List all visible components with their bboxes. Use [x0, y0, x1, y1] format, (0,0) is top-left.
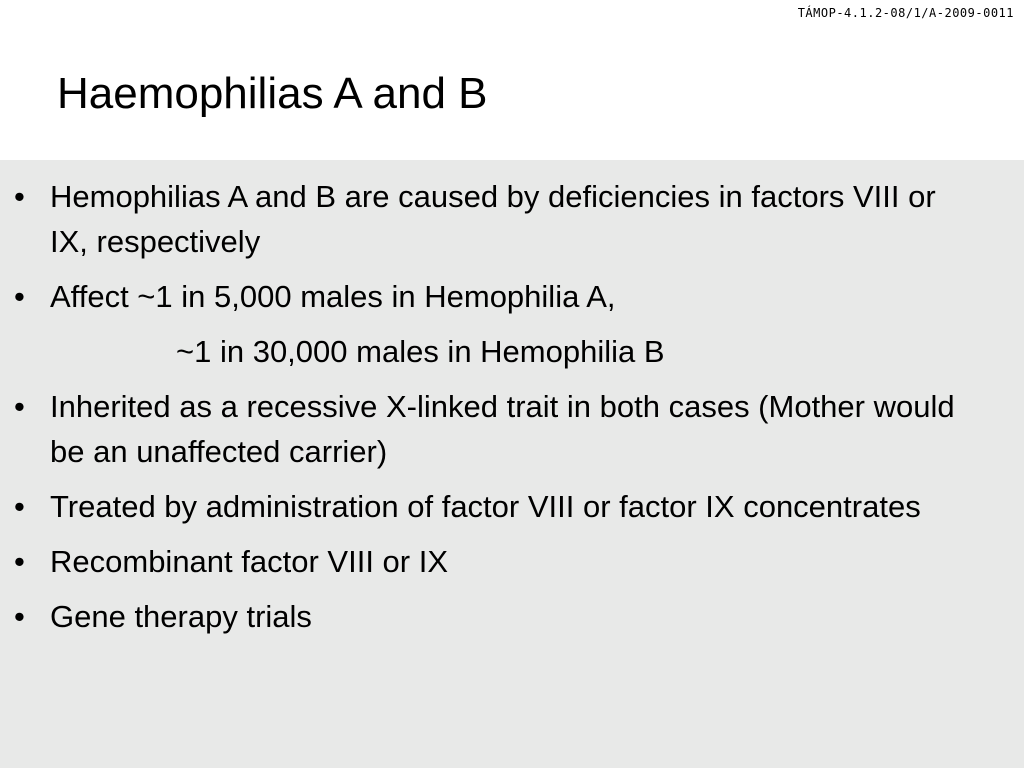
bullet-list	[0, 174, 1024, 649]
bullet-text: ~1 in 30,000 males in Hemophilia B	[176, 334, 665, 369]
bullet-item	[0, 484, 1024, 529]
slide-title: Haemophilias A and B	[57, 69, 488, 118]
bullet-item	[0, 384, 1024, 474]
bullet-text: Treated by administration of factor VIII or factor IX concentrates	[50, 489, 921, 524]
slide-body	[0, 160, 1024, 768]
bullet-text: Inherited as a recessive X-linked trait in both cases (Mother would be an unaffected carrier)	[50, 389, 955, 469]
bullet-text: Hemophilias A and B are caused by deficiencies in factors VIII or IX, respectively	[50, 179, 936, 259]
bullet-icon: •	[14, 279, 25, 314]
bullet-item	[0, 174, 1024, 264]
bullet-icon: •	[14, 389, 25, 424]
bullet-icon: •	[14, 489, 25, 524]
bullet-item	[0, 539, 1024, 584]
bullet-icon: •	[14, 599, 25, 634]
bullet-text: Gene therapy trials	[50, 599, 312, 634]
project-code: TÁMOP-4.1.2-08/1/A-2009-0011	[797, 6, 1014, 20]
bullet-continuation	[0, 329, 1024, 374]
bullet-icon: •	[14, 179, 25, 214]
bullet-text: Recombinant factor VIII or IX	[50, 544, 449, 579]
bullet-item	[0, 274, 1024, 319]
slide-header	[0, 0, 1024, 160]
bullet-icon: •	[14, 544, 25, 579]
bullet-text: Affect ~1 in 5,000 males in Hemophilia A,	[50, 279, 616, 314]
bullet-item	[0, 594, 1024, 639]
